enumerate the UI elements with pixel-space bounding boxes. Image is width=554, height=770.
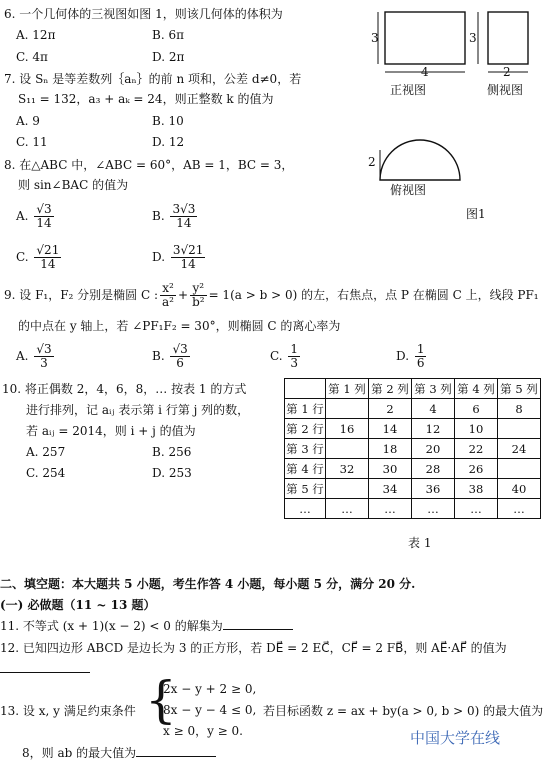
q13-constraint-1: 2x − y + 2 ≥ 0,: [163, 682, 257, 696]
fig-dim-side-w: 2: [503, 65, 511, 79]
table-cell: 38: [455, 479, 498, 499]
q9-option-b: B. $\frac{√3}{6}$: [152, 342, 188, 370]
table-cell: 26: [455, 459, 498, 479]
q13-pre: 13. 设 x, y 满足约束条件: [0, 704, 136, 718]
table-cell: 第 4 列: [455, 379, 498, 399]
q13-answer-blank[interactable]: [136, 744, 216, 757]
table-row: [285, 459, 541, 479]
q12-line: 12. 已知四边形 ABCD 是边长为 3 的正方形，若 DE⃗ = 2 EC⃗，CF⃗ = 2 FB⃗，则 AE⃗·AF⃗ 的值为: [0, 641, 507, 655]
q13-line2: 8，则 ab 的最大值为: [22, 744, 216, 761]
table-cell: 第 1 列: [326, 379, 369, 399]
q6-option-c: C. 4π: [16, 50, 48, 64]
q7-line2: S₁₁ = 132，a₃ + aₖ = 24，则正整数 k 的值为: [18, 92, 274, 106]
table-row: [285, 479, 541, 499]
q8-line1: 8. 在△ABC 中，∠ABC = 60°，AB = 1，BC = 3，: [4, 158, 294, 172]
q9-option-c: C. $\frac{1}{3}$: [270, 342, 299, 370]
table-cell: 14: [369, 419, 412, 439]
q10-option-d: D. 253: [152, 466, 192, 480]
fig-caption: 图1: [466, 207, 486, 221]
table-cell: 2: [369, 399, 412, 419]
top-view-semicircle: [380, 140, 460, 180]
table-cell: 40: [498, 479, 541, 499]
table-cell: [498, 459, 541, 479]
q8-option-c: C. $\frac{√21}{14}$: [16, 243, 60, 271]
table-row: [285, 399, 541, 419]
q9-option-a: A. $\frac{√3}{3}$: [16, 342, 52, 370]
table-cell: 20: [412, 439, 455, 459]
q10-line1: 10. 将正偶数 2，4，6，8，… 按表 1 的方式: [2, 382, 247, 396]
table-row: [285, 499, 541, 519]
table-cell: 第 2 行: [285, 419, 326, 439]
q11-answer-blank[interactable]: [223, 617, 293, 630]
table-cell: [326, 439, 369, 459]
table-cell: 8: [498, 399, 541, 419]
q8-option-a: A. $\frac{√3}{14}$: [16, 202, 52, 230]
table-cell: [326, 399, 369, 419]
table-header-row: [285, 379, 541, 399]
fig-dim-front-w: 4: [421, 65, 429, 79]
table-cell: 22: [455, 439, 498, 459]
table-row: [285, 439, 541, 459]
table-cell: 16: [326, 419, 369, 439]
q7-option-c: C. 11: [16, 135, 48, 149]
q6-option-b: B. 6π: [152, 28, 184, 42]
table-cell: …: [412, 499, 455, 519]
table-cell: …: [285, 499, 326, 519]
front-view-rect: [385, 12, 465, 64]
fig-dim-top-h: 2: [368, 155, 376, 169]
table1: [284, 378, 541, 519]
table1-caption: 表 1: [408, 536, 432, 550]
table-cell: …: [369, 499, 412, 519]
q8-line2: 则 sin∠BAC 的值为: [18, 178, 129, 192]
table-cell: 第 3 列: [412, 379, 455, 399]
table-cell: 第 5 列: [498, 379, 541, 399]
q6-option-a: A. 12π: [16, 28, 56, 42]
table-cell: [498, 419, 541, 439]
fig-label-front: 正视图: [390, 83, 427, 97]
table-cell: [285, 379, 326, 399]
table-cell: 18: [369, 439, 412, 459]
q7-option-d: D. 12: [152, 135, 185, 149]
section2-title: 二、填空题：本大题共 5 小题，考生作答 4 小题，每小题 5 分，满分 20 分.: [0, 577, 416, 591]
fig-dim-side-h: 3: [469, 31, 477, 45]
fig-dim-front-h: 3: [371, 31, 379, 45]
q9-option-d: D. $\frac{1}{6}$: [396, 342, 425, 370]
table-cell: 24: [498, 439, 541, 459]
section2-subtitle: (一) 必做题（11 ~ 13 题）: [0, 598, 156, 612]
fig-label-side: 侧视图: [487, 83, 524, 97]
table-cell: 12: [412, 419, 455, 439]
side-view-rect: [488, 12, 528, 64]
table-cell: 36: [412, 479, 455, 499]
q10-line2: 进行排列，记 aᵢⱼ 表示第 i 行第 j 列的数，: [26, 403, 250, 417]
table-cell: 6: [455, 399, 498, 419]
q10-option-a: A. 257: [26, 445, 66, 459]
table-cell: 34: [369, 479, 412, 499]
q13-brace: {: [145, 671, 177, 729]
table-cell: …: [326, 499, 369, 519]
table-cell: 第 1 行: [285, 399, 326, 419]
q7-line1: 7. 设 Sₙ 是等差数列｛aₙ｝的前 n 项和，公差 d≠0，若: [4, 72, 302, 86]
table-cell: 第 5 行: [285, 479, 326, 499]
q9-line1: 9. 设 F₁，F₂ 分别是椭圆 C : $\frac{\text{x²}}{\text{a²}}$ + $\frac{\text{y²}}{\text{b²}}$ = 1(a > b > 0) 的左，右焦点，点 P 在椭圆 C 上，线段 PF₁: [4, 281, 539, 309]
table-row: [285, 419, 541, 439]
table-cell: 28: [412, 459, 455, 479]
fig-label-top: 俯视图: [390, 183, 427, 197]
q13-post: 若目标函数 z = ax + by(a > 0, b > 0) 的最大值为: [263, 704, 544, 718]
q13-constraint-2: 8x − y − 4 ≤ 0,: [163, 703, 257, 717]
q6-stem: 6. 一个几何体的三视图如图 1，则该几何体的体积为: [4, 7, 283, 21]
q7-option-a: A. 9: [16, 114, 40, 128]
q6-option-d: D. 2π: [152, 50, 185, 64]
q13-constraint-3: x ≥ 0，y ≥ 0.: [163, 724, 243, 738]
q11-line: 11. 不等式 (x + 1)(x − 2) < 0 的解集为: [0, 617, 293, 634]
table-cell: 第 3 行: [285, 439, 326, 459]
table-cell: 10: [455, 419, 498, 439]
table-cell: 第 4 行: [285, 459, 326, 479]
q9-line2: 的中点在 y 轴上，若 ∠PF₁F₂ = 30°，则椭圆 C 的离心率为: [18, 319, 341, 333]
q12-answer-line: [0, 660, 90, 677]
table-cell: 第 2 列: [369, 379, 412, 399]
q10-line3: 若 aᵢⱼ = 2014，则 i + j 的值为: [26, 424, 196, 438]
table-cell: …: [498, 499, 541, 519]
q8-option-b: B. $\frac{3√3}{14}$: [152, 202, 196, 230]
q7-option-b: B. 10: [152, 114, 184, 128]
q10-option-c: C. 254: [26, 466, 66, 480]
table-cell: 4: [412, 399, 455, 419]
watermark-logo: 中国大学在线: [410, 729, 501, 747]
table-cell: …: [455, 499, 498, 519]
table-cell: [326, 479, 369, 499]
q12-answer-blank[interactable]: [0, 660, 90, 673]
q10-option-b: B. 256: [152, 445, 192, 459]
table-cell: 32: [326, 459, 369, 479]
table-cell: 30: [369, 459, 412, 479]
q8-option-d: D. $\frac{3√21}{14}$: [152, 243, 204, 271]
